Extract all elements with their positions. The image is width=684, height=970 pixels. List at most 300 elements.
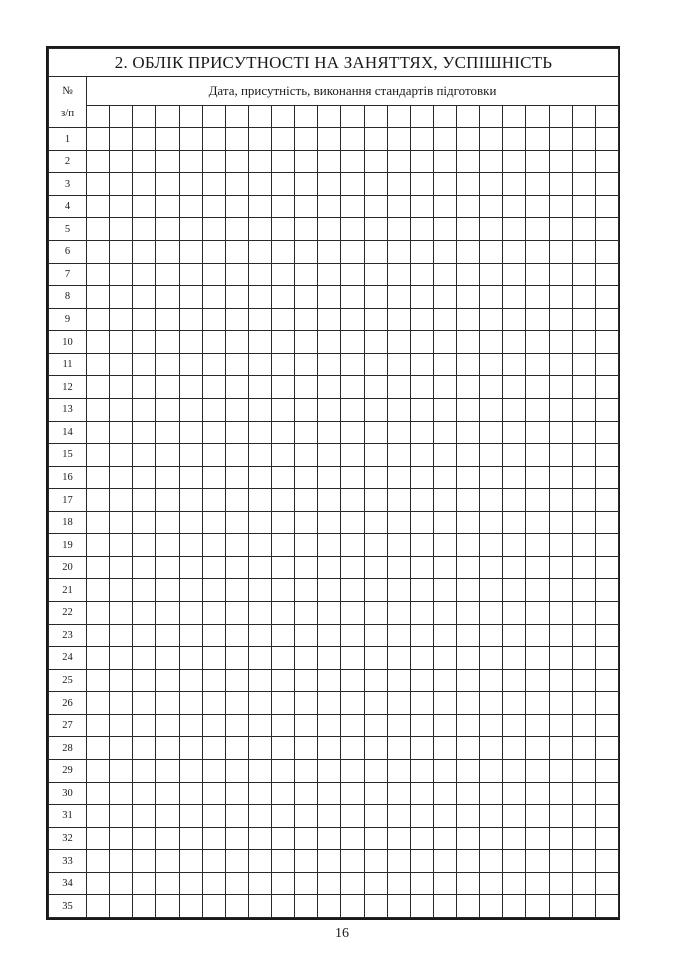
attendance-cell[interactable] xyxy=(364,263,387,286)
attendance-cell[interactable] xyxy=(595,376,618,399)
attendance-cell[interactable] xyxy=(225,827,248,850)
attendance-cell[interactable] xyxy=(595,241,618,264)
attendance-cell[interactable] xyxy=(595,624,618,647)
attendance-cell[interactable] xyxy=(503,714,526,737)
attendance-cell[interactable] xyxy=(341,466,364,489)
attendance-cell[interactable] xyxy=(318,241,341,264)
attendance-cell[interactable] xyxy=(387,489,410,512)
date-column-header-cell[interactable] xyxy=(87,105,110,128)
attendance-cell[interactable] xyxy=(410,647,433,670)
attendance-cell[interactable] xyxy=(295,624,318,647)
attendance-cell[interactable] xyxy=(318,398,341,421)
attendance-cell[interactable] xyxy=(480,556,503,579)
attendance-cell[interactable] xyxy=(248,308,271,331)
attendance-cell[interactable] xyxy=(202,398,225,421)
attendance-cell[interactable] xyxy=(202,150,225,173)
attendance-cell[interactable] xyxy=(433,759,456,782)
attendance-cell[interactable] xyxy=(572,173,595,196)
attendance-cell[interactable] xyxy=(225,376,248,399)
attendance-cell[interactable] xyxy=(457,241,480,264)
attendance-cell[interactable] xyxy=(133,128,156,151)
attendance-cell[interactable] xyxy=(272,759,295,782)
attendance-cell[interactable] xyxy=(503,872,526,895)
date-column-header-cell[interactable] xyxy=(318,105,341,128)
attendance-cell[interactable] xyxy=(133,444,156,467)
attendance-cell[interactable] xyxy=(248,782,271,805)
attendance-cell[interactable] xyxy=(457,466,480,489)
attendance-cell[interactable] xyxy=(364,398,387,421)
attendance-cell[interactable] xyxy=(526,286,549,309)
attendance-cell[interactable] xyxy=(572,827,595,850)
attendance-cell[interactable] xyxy=(433,466,456,489)
attendance-cell[interactable] xyxy=(572,850,595,873)
date-column-header-cell[interactable] xyxy=(202,105,225,128)
attendance-cell[interactable] xyxy=(202,308,225,331)
attendance-cell[interactable] xyxy=(318,602,341,625)
attendance-cell[interactable] xyxy=(110,669,133,692)
attendance-cell[interactable] xyxy=(156,286,179,309)
attendance-cell[interactable] xyxy=(87,511,110,534)
attendance-cell[interactable] xyxy=(526,218,549,241)
attendance-cell[interactable] xyxy=(549,624,572,647)
attendance-cell[interactable] xyxy=(272,511,295,534)
attendance-cell[interactable] xyxy=(225,195,248,218)
attendance-cell[interactable] xyxy=(156,128,179,151)
attendance-cell[interactable] xyxy=(156,624,179,647)
attendance-cell[interactable] xyxy=(272,173,295,196)
attendance-cell[interactable] xyxy=(457,173,480,196)
attendance-cell[interactable] xyxy=(503,444,526,467)
attendance-cell[interactable] xyxy=(179,669,202,692)
attendance-cell[interactable] xyxy=(480,263,503,286)
date-column-header-cell[interactable] xyxy=(410,105,433,128)
attendance-cell[interactable] xyxy=(364,872,387,895)
attendance-cell[interactable] xyxy=(248,331,271,354)
attendance-cell[interactable] xyxy=(318,714,341,737)
attendance-cell[interactable] xyxy=(225,511,248,534)
attendance-cell[interactable] xyxy=(295,759,318,782)
attendance-cell[interactable] xyxy=(549,850,572,873)
attendance-cell[interactable] xyxy=(457,714,480,737)
attendance-cell[interactable] xyxy=(549,782,572,805)
attendance-cell[interactable] xyxy=(549,827,572,850)
attendance-cell[interactable] xyxy=(179,737,202,760)
attendance-cell[interactable] xyxy=(364,331,387,354)
attendance-cell[interactable] xyxy=(457,850,480,873)
attendance-cell[interactable] xyxy=(225,692,248,715)
attendance-cell[interactable] xyxy=(156,511,179,534)
attendance-cell[interactable] xyxy=(225,872,248,895)
attendance-cell[interactable] xyxy=(341,556,364,579)
attendance-cell[interactable] xyxy=(526,805,549,828)
attendance-cell[interactable] xyxy=(295,286,318,309)
attendance-cell[interactable] xyxy=(433,782,456,805)
attendance-cell[interactable] xyxy=(549,150,572,173)
attendance-cell[interactable] xyxy=(364,782,387,805)
attendance-cell[interactable] xyxy=(433,421,456,444)
date-column-header-cell[interactable] xyxy=(572,105,595,128)
attendance-cell[interactable] xyxy=(272,737,295,760)
attendance-cell[interactable] xyxy=(457,579,480,602)
attendance-cell[interactable] xyxy=(272,669,295,692)
attendance-cell[interactable] xyxy=(457,353,480,376)
attendance-cell[interactable] xyxy=(110,511,133,534)
attendance-cell[interactable] xyxy=(318,489,341,512)
attendance-cell[interactable] xyxy=(156,398,179,421)
attendance-cell[interactable] xyxy=(526,331,549,354)
attendance-cell[interactable] xyxy=(341,872,364,895)
attendance-cell[interactable] xyxy=(341,782,364,805)
attendance-cell[interactable] xyxy=(133,872,156,895)
attendance-cell[interactable] xyxy=(387,398,410,421)
attendance-cell[interactable] xyxy=(110,692,133,715)
attendance-cell[interactable] xyxy=(318,647,341,670)
attendance-cell[interactable] xyxy=(225,579,248,602)
attendance-cell[interactable] xyxy=(572,489,595,512)
attendance-cell[interactable] xyxy=(248,376,271,399)
attendance-cell[interactable] xyxy=(179,308,202,331)
attendance-cell[interactable] xyxy=(156,353,179,376)
attendance-cell[interactable] xyxy=(595,195,618,218)
attendance-cell[interactable] xyxy=(433,398,456,421)
attendance-cell[interactable] xyxy=(410,692,433,715)
attendance-cell[interactable] xyxy=(87,624,110,647)
attendance-cell[interactable] xyxy=(272,872,295,895)
attendance-cell[interactable] xyxy=(364,489,387,512)
attendance-cell[interactable] xyxy=(480,579,503,602)
attendance-cell[interactable] xyxy=(387,759,410,782)
attendance-cell[interactable] xyxy=(526,872,549,895)
attendance-cell[interactable] xyxy=(595,782,618,805)
attendance-cell[interactable] xyxy=(156,534,179,557)
attendance-cell[interactable] xyxy=(110,782,133,805)
attendance-cell[interactable] xyxy=(87,376,110,399)
attendance-cell[interactable] xyxy=(248,421,271,444)
attendance-cell[interactable] xyxy=(480,827,503,850)
attendance-cell[interactable] xyxy=(595,331,618,354)
attendance-cell[interactable] xyxy=(318,872,341,895)
attendance-cell[interactable] xyxy=(341,150,364,173)
attendance-cell[interactable] xyxy=(572,782,595,805)
attendance-cell[interactable] xyxy=(433,150,456,173)
attendance-cell[interactable] xyxy=(179,398,202,421)
attendance-cell[interactable] xyxy=(87,466,110,489)
attendance-cell[interactable] xyxy=(202,872,225,895)
attendance-cell[interactable] xyxy=(433,511,456,534)
attendance-cell[interactable] xyxy=(133,782,156,805)
attendance-cell[interactable] xyxy=(457,647,480,670)
attendance-cell[interactable] xyxy=(318,466,341,489)
attendance-cell[interactable] xyxy=(503,602,526,625)
attendance-cell[interactable] xyxy=(480,737,503,760)
attendance-cell[interactable] xyxy=(179,579,202,602)
attendance-cell[interactable] xyxy=(110,150,133,173)
attendance-cell[interactable] xyxy=(526,353,549,376)
attendance-cell[interactable] xyxy=(225,308,248,331)
attendance-cell[interactable] xyxy=(480,602,503,625)
attendance-cell[interactable] xyxy=(179,692,202,715)
attendance-cell[interactable] xyxy=(503,421,526,444)
attendance-cell[interactable] xyxy=(480,805,503,828)
attendance-cell[interactable] xyxy=(248,827,271,850)
attendance-cell[interactable] xyxy=(248,534,271,557)
attendance-cell[interactable] xyxy=(526,241,549,264)
attendance-cell[interactable] xyxy=(156,376,179,399)
attendance-cell[interactable] xyxy=(133,376,156,399)
date-column-header-cell[interactable] xyxy=(526,105,549,128)
attendance-cell[interactable] xyxy=(341,308,364,331)
attendance-cell[interactable] xyxy=(202,895,225,918)
date-column-header-cell[interactable] xyxy=(595,105,618,128)
attendance-cell[interactable] xyxy=(318,805,341,828)
attendance-cell[interactable] xyxy=(295,692,318,715)
attendance-cell[interactable] xyxy=(87,398,110,421)
attendance-cell[interactable] xyxy=(156,850,179,873)
attendance-cell[interactable] xyxy=(549,579,572,602)
attendance-cell[interactable] xyxy=(87,195,110,218)
attendance-cell[interactable] xyxy=(87,150,110,173)
attendance-cell[interactable] xyxy=(503,308,526,331)
attendance-cell[interactable] xyxy=(295,556,318,579)
attendance-cell[interactable] xyxy=(457,782,480,805)
attendance-cell[interactable] xyxy=(480,466,503,489)
attendance-cell[interactable] xyxy=(387,556,410,579)
attendance-cell[interactable] xyxy=(295,489,318,512)
attendance-cell[interactable] xyxy=(549,466,572,489)
attendance-cell[interactable] xyxy=(295,308,318,331)
attendance-cell[interactable] xyxy=(133,263,156,286)
attendance-cell[interactable] xyxy=(272,444,295,467)
attendance-cell[interactable] xyxy=(341,331,364,354)
attendance-cell[interactable] xyxy=(133,150,156,173)
attendance-cell[interactable] xyxy=(387,805,410,828)
attendance-cell[interactable] xyxy=(410,263,433,286)
attendance-cell[interactable] xyxy=(225,647,248,670)
attendance-cell[interactable] xyxy=(410,466,433,489)
attendance-cell[interactable] xyxy=(272,128,295,151)
attendance-cell[interactable] xyxy=(595,466,618,489)
attendance-cell[interactable] xyxy=(272,263,295,286)
attendance-cell[interactable] xyxy=(480,489,503,512)
attendance-cell[interactable] xyxy=(341,602,364,625)
attendance-cell[interactable] xyxy=(110,263,133,286)
attendance-cell[interactable] xyxy=(387,602,410,625)
attendance-cell[interactable] xyxy=(549,647,572,670)
attendance-cell[interactable] xyxy=(179,173,202,196)
attendance-cell[interactable] xyxy=(295,602,318,625)
attendance-cell[interactable] xyxy=(457,669,480,692)
attendance-cell[interactable] xyxy=(572,805,595,828)
attendance-cell[interactable] xyxy=(549,398,572,421)
attendance-cell[interactable] xyxy=(503,511,526,534)
attendance-cell[interactable] xyxy=(318,353,341,376)
attendance-cell[interactable] xyxy=(202,534,225,557)
attendance-cell[interactable] xyxy=(133,895,156,918)
attendance-cell[interactable] xyxy=(202,286,225,309)
attendance-cell[interactable] xyxy=(549,602,572,625)
attendance-cell[interactable] xyxy=(295,466,318,489)
date-column-header-cell[interactable] xyxy=(364,105,387,128)
attendance-cell[interactable] xyxy=(272,150,295,173)
attendance-cell[interactable] xyxy=(202,850,225,873)
attendance-cell[interactable] xyxy=(87,421,110,444)
attendance-cell[interactable] xyxy=(133,308,156,331)
attendance-cell[interactable] xyxy=(295,872,318,895)
attendance-cell[interactable] xyxy=(503,692,526,715)
attendance-cell[interactable] xyxy=(318,759,341,782)
attendance-cell[interactable] xyxy=(480,872,503,895)
attendance-cell[interactable] xyxy=(202,669,225,692)
attendance-cell[interactable] xyxy=(433,895,456,918)
attendance-cell[interactable] xyxy=(364,286,387,309)
attendance-cell[interactable] xyxy=(202,489,225,512)
attendance-cell[interactable] xyxy=(87,647,110,670)
attendance-cell[interactable] xyxy=(133,466,156,489)
attendance-cell[interactable] xyxy=(179,782,202,805)
attendance-cell[interactable] xyxy=(595,895,618,918)
attendance-cell[interactable] xyxy=(526,556,549,579)
attendance-cell[interactable] xyxy=(410,872,433,895)
attendance-cell[interactable] xyxy=(341,579,364,602)
attendance-cell[interactable] xyxy=(202,466,225,489)
attendance-cell[interactable] xyxy=(457,421,480,444)
attendance-cell[interactable] xyxy=(480,669,503,692)
attendance-cell[interactable] xyxy=(295,195,318,218)
attendance-cell[interactable] xyxy=(248,805,271,828)
attendance-cell[interactable] xyxy=(133,331,156,354)
attendance-cell[interactable] xyxy=(272,331,295,354)
attendance-cell[interactable] xyxy=(248,602,271,625)
attendance-cell[interactable] xyxy=(202,556,225,579)
attendance-cell[interactable] xyxy=(433,173,456,196)
attendance-cell[interactable] xyxy=(179,489,202,512)
attendance-cell[interactable] xyxy=(433,534,456,557)
attendance-cell[interactable] xyxy=(480,444,503,467)
attendance-cell[interactable] xyxy=(156,895,179,918)
attendance-cell[interactable] xyxy=(433,647,456,670)
attendance-cell[interactable] xyxy=(341,421,364,444)
attendance-cell[interactable] xyxy=(526,376,549,399)
attendance-cell[interactable] xyxy=(318,308,341,331)
attendance-cell[interactable] xyxy=(110,421,133,444)
attendance-cell[interactable] xyxy=(549,173,572,196)
attendance-cell[interactable] xyxy=(341,895,364,918)
date-column-header-cell[interactable] xyxy=(156,105,179,128)
attendance-cell[interactable] xyxy=(595,398,618,421)
attendance-cell[interactable] xyxy=(433,805,456,828)
attendance-cell[interactable] xyxy=(503,782,526,805)
attendance-cell[interactable] xyxy=(272,647,295,670)
attendance-cell[interactable] xyxy=(480,308,503,331)
attendance-cell[interactable] xyxy=(87,286,110,309)
attendance-cell[interactable] xyxy=(341,489,364,512)
attendance-cell[interactable] xyxy=(272,376,295,399)
attendance-cell[interactable] xyxy=(480,624,503,647)
attendance-cell[interactable] xyxy=(410,195,433,218)
attendance-cell[interactable] xyxy=(572,579,595,602)
attendance-cell[interactable] xyxy=(341,173,364,196)
attendance-cell[interactable] xyxy=(387,128,410,151)
attendance-cell[interactable] xyxy=(364,128,387,151)
attendance-cell[interactable] xyxy=(572,692,595,715)
attendance-cell[interactable] xyxy=(387,195,410,218)
attendance-cell[interactable] xyxy=(503,647,526,670)
attendance-cell[interactable] xyxy=(87,218,110,241)
attendance-cell[interactable] xyxy=(341,534,364,557)
date-column-header-cell[interactable] xyxy=(179,105,202,128)
attendance-cell[interactable] xyxy=(133,195,156,218)
attendance-cell[interactable] xyxy=(526,895,549,918)
attendance-cell[interactable] xyxy=(549,241,572,264)
attendance-cell[interactable] xyxy=(572,895,595,918)
attendance-cell[interactable] xyxy=(202,263,225,286)
attendance-cell[interactable] xyxy=(295,398,318,421)
attendance-cell[interactable] xyxy=(179,150,202,173)
attendance-cell[interactable] xyxy=(433,195,456,218)
attendance-cell[interactable] xyxy=(318,669,341,692)
attendance-cell[interactable] xyxy=(503,173,526,196)
attendance-cell[interactable] xyxy=(595,444,618,467)
attendance-cell[interactable] xyxy=(457,827,480,850)
attendance-cell[interactable] xyxy=(133,579,156,602)
attendance-cell[interactable] xyxy=(595,534,618,557)
attendance-cell[interactable] xyxy=(272,353,295,376)
attendance-cell[interactable] xyxy=(549,376,572,399)
attendance-cell[interactable] xyxy=(272,286,295,309)
attendance-cell[interactable] xyxy=(341,128,364,151)
attendance-cell[interactable] xyxy=(295,827,318,850)
attendance-cell[interactable] xyxy=(202,805,225,828)
attendance-cell[interactable] xyxy=(410,534,433,557)
attendance-cell[interactable] xyxy=(364,308,387,331)
attendance-cell[interactable] xyxy=(133,511,156,534)
attendance-cell[interactable] xyxy=(410,511,433,534)
attendance-cell[interactable] xyxy=(179,556,202,579)
attendance-cell[interactable] xyxy=(179,624,202,647)
attendance-cell[interactable] xyxy=(295,737,318,760)
attendance-cell[interactable] xyxy=(364,692,387,715)
attendance-cell[interactable] xyxy=(110,444,133,467)
attendance-cell[interactable] xyxy=(595,827,618,850)
attendance-cell[interactable] xyxy=(318,579,341,602)
attendance-cell[interactable] xyxy=(341,647,364,670)
attendance-cell[interactable] xyxy=(248,398,271,421)
attendance-cell[interactable] xyxy=(433,286,456,309)
attendance-cell[interactable] xyxy=(341,805,364,828)
attendance-cell[interactable] xyxy=(572,444,595,467)
attendance-cell[interactable] xyxy=(272,218,295,241)
attendance-cell[interactable] xyxy=(179,534,202,557)
attendance-cell[interactable] xyxy=(318,556,341,579)
attendance-cell[interactable] xyxy=(133,714,156,737)
attendance-cell[interactable] xyxy=(156,556,179,579)
attendance-cell[interactable] xyxy=(433,489,456,512)
attendance-cell[interactable] xyxy=(110,128,133,151)
attendance-cell[interactable] xyxy=(179,218,202,241)
attendance-cell[interactable] xyxy=(503,241,526,264)
attendance-cell[interactable] xyxy=(225,782,248,805)
attendance-cell[interactable] xyxy=(295,241,318,264)
attendance-cell[interactable] xyxy=(457,489,480,512)
attendance-cell[interactable] xyxy=(225,286,248,309)
attendance-cell[interactable] xyxy=(387,241,410,264)
attendance-cell[interactable] xyxy=(549,421,572,444)
attendance-cell[interactable] xyxy=(225,331,248,354)
attendance-cell[interactable] xyxy=(480,286,503,309)
attendance-cell[interactable] xyxy=(457,895,480,918)
attendance-cell[interactable] xyxy=(526,511,549,534)
attendance-cell[interactable] xyxy=(225,421,248,444)
